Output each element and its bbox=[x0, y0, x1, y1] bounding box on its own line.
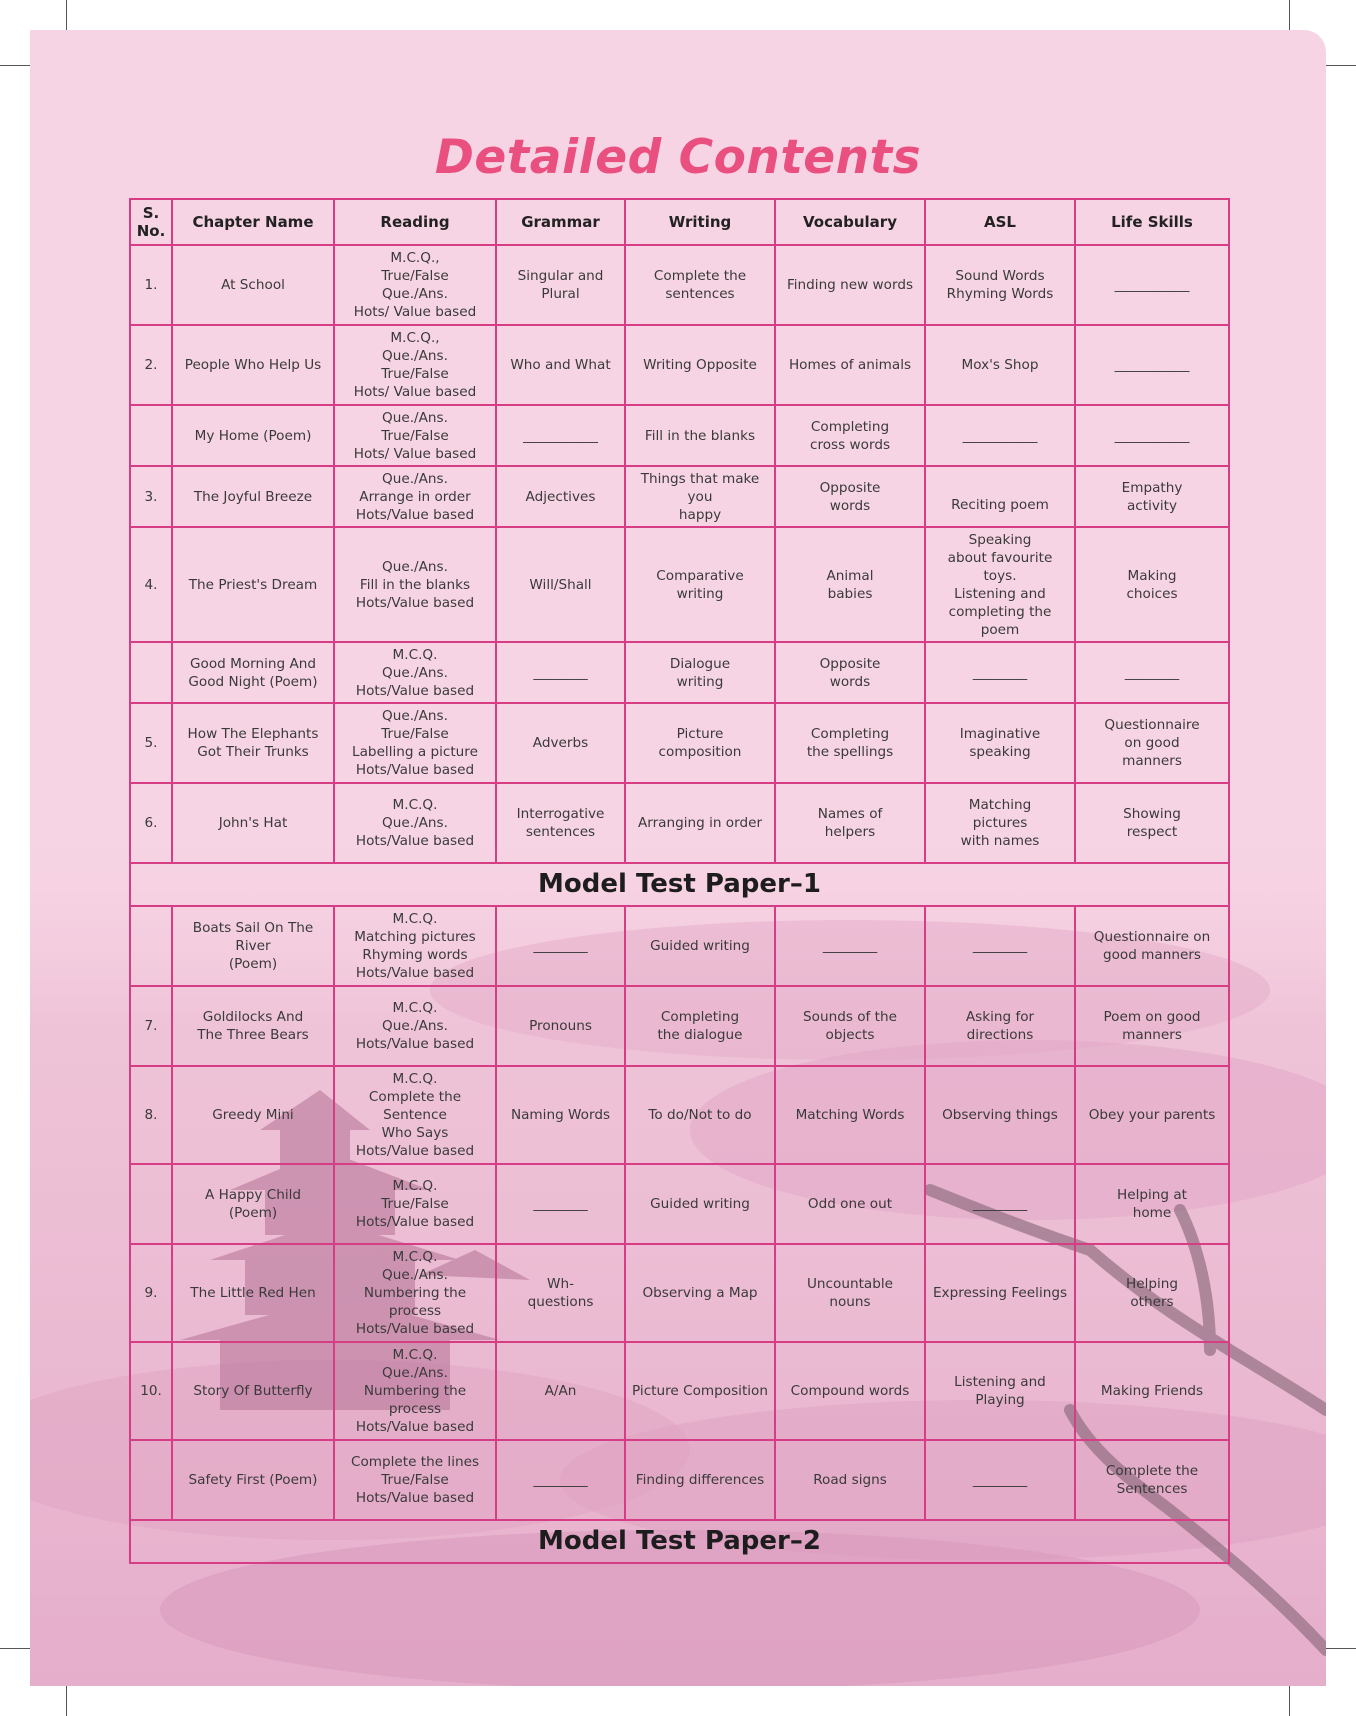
column-header-sno: S. No. bbox=[130, 199, 172, 245]
cell-writing: Observing a Map bbox=[625, 1244, 775, 1342]
model-test-paper-1-heading: Model Test Paper–1 bbox=[130, 863, 1229, 906]
cell-grammar: Adverbs bbox=[496, 703, 625, 783]
cell-reading: M.C.Q. True/False Hots/Value based bbox=[334, 1164, 496, 1244]
cell-vocabulary: Compound words bbox=[775, 1342, 925, 1440]
cell-writing: Fill in the blanks bbox=[625, 405, 775, 466]
section-heading-row bbox=[130, 863, 1229, 906]
cell-asl: Speaking about favourite toys. Listening and completing the poem bbox=[925, 527, 1075, 642]
column-header-vocabulary: Vocabulary bbox=[775, 199, 925, 245]
cell-writing: Writing Opposite bbox=[625, 325, 775, 405]
cell-asl: Imaginative speaking bbox=[925, 703, 1075, 783]
cell-vocabulary: Completing the spellings bbox=[775, 703, 925, 783]
cell-vocabulary: Uncountable nouns bbox=[775, 1244, 925, 1342]
cell-reading: Que./Ans. Fill in the blanks Hots/Value based bbox=[334, 527, 496, 642]
cell-life-skills: Questionnaire on good manners bbox=[1075, 703, 1229, 783]
cell-writing: Arranging in order bbox=[625, 783, 775, 863]
cell-reading: Que./Ans. Arrange in order Hots/Value based bbox=[334, 466, 496, 527]
cell-grammar: Singular and Plural bbox=[496, 245, 625, 325]
cell-grammar: Interrogative sentences bbox=[496, 783, 625, 863]
cell-writing: Completing the dialogue bbox=[625, 986, 775, 1066]
cell-reading: M.C.Q., True/False Que./Ans. Hots/ Value based bbox=[334, 245, 496, 325]
cell-chapter-name: How The Elephants Got Their Trunks bbox=[172, 703, 334, 783]
table-row bbox=[130, 1066, 1229, 1164]
cell-vocabulary: Completing cross words bbox=[775, 405, 925, 466]
cell-reading: M.C.Q. Que./Ans. Hots/Value based bbox=[334, 642, 496, 703]
cell-chapter-name: Greedy Mini bbox=[172, 1066, 334, 1164]
cell-chapter-name: My Home (Poem) bbox=[172, 405, 334, 466]
cell-chapter-name: John's Hat bbox=[172, 783, 334, 863]
cell-writing: Dialogue writing bbox=[625, 642, 775, 703]
cell-chapter-name: People Who Help Us bbox=[172, 325, 334, 405]
cell-chapter-name: Good Morning And Good Night (Poem) bbox=[172, 642, 334, 703]
cell-vocabulary: Animal babies bbox=[775, 527, 925, 642]
cell-life-skills: Obey your parents bbox=[1075, 1066, 1229, 1164]
table-row bbox=[130, 1244, 1229, 1342]
table-row bbox=[130, 405, 1229, 466]
cell-reading: Que./Ans. True/False Hots/ Value based bbox=[334, 405, 496, 466]
cell-writing: Things that make you happy bbox=[625, 466, 775, 527]
column-header-life-skills: Life Skills bbox=[1075, 199, 1229, 245]
table-row bbox=[130, 527, 1229, 642]
cell-sno: 10. bbox=[130, 1342, 172, 1440]
cell-life-skills: Helping others bbox=[1075, 1244, 1229, 1342]
cell-writing: To do/Not to do bbox=[625, 1066, 775, 1164]
cell-asl: Expressing Feelings bbox=[925, 1244, 1075, 1342]
cell-asl: Reciting poem bbox=[925, 466, 1075, 527]
cell-asl: Observing things bbox=[925, 1066, 1075, 1164]
cell-grammar: Naming Words bbox=[496, 1066, 625, 1164]
cell-sno: 3. bbox=[130, 466, 172, 527]
cell-life-skills: ___________ bbox=[1075, 245, 1229, 325]
table-row bbox=[130, 466, 1229, 527]
cell-life-skills: Showing respect bbox=[1075, 783, 1229, 863]
cell-vocabulary: Matching Words bbox=[775, 1066, 925, 1164]
table-row bbox=[130, 245, 1229, 325]
cell-vocabulary: Homes of animals bbox=[775, 325, 925, 405]
cell-chapter-name: Goldilocks And The Three Bears bbox=[172, 986, 334, 1066]
table-row bbox=[130, 986, 1229, 1066]
column-header-reading: Reading bbox=[334, 199, 496, 245]
cell-vocabulary: Opposite words bbox=[775, 642, 925, 703]
cell-writing: Guided writing bbox=[625, 1164, 775, 1244]
cell-sno bbox=[130, 906, 172, 986]
cell-asl: Asking for directions bbox=[925, 986, 1075, 1066]
cell-reading: Complete the lines True/False Hots/Value based bbox=[334, 1440, 496, 1520]
table-header-row bbox=[130, 199, 1229, 245]
cell-asl: ________ bbox=[925, 906, 1075, 986]
cell-asl: ________ bbox=[925, 642, 1075, 703]
table-row bbox=[130, 783, 1229, 863]
cell-grammar: Who and What bbox=[496, 325, 625, 405]
cell-chapter-name: Story Of Butterfly bbox=[172, 1342, 334, 1440]
cell-vocabulary: ________ bbox=[775, 906, 925, 986]
cell-grammar: ___________ bbox=[496, 405, 625, 466]
cell-life-skills: Questionnaire on good manners bbox=[1075, 906, 1229, 986]
cell-asl: Sound Words Rhyming Words bbox=[925, 245, 1075, 325]
cell-grammar: ________ bbox=[496, 906, 625, 986]
cell-sno bbox=[130, 1440, 172, 1520]
cell-writing: Picture composition bbox=[625, 703, 775, 783]
table-row bbox=[130, 1342, 1229, 1440]
crop-mark bbox=[1324, 65, 1356, 66]
table-row bbox=[130, 1440, 1229, 1520]
cell-vocabulary: Sounds of the objects bbox=[775, 986, 925, 1066]
cell-sno: 6. bbox=[130, 783, 172, 863]
cell-grammar: ________ bbox=[496, 642, 625, 703]
cell-reading: M.C.Q. Complete the Sentence Who Says Hots/Value based bbox=[334, 1066, 496, 1164]
cell-sno bbox=[130, 1164, 172, 1244]
contents-table bbox=[129, 198, 1230, 1564]
crop-mark bbox=[0, 1648, 32, 1649]
cell-vocabulary: Opposite words bbox=[775, 466, 925, 527]
cell-grammar: A/An bbox=[496, 1342, 625, 1440]
cell-life-skills: Poem on good manners bbox=[1075, 986, 1229, 1066]
cell-asl: ________ bbox=[925, 1164, 1075, 1244]
cell-grammar: Pronouns bbox=[496, 986, 625, 1066]
cell-life-skills: ___________ bbox=[1075, 325, 1229, 405]
cell-life-skills: Making Friends bbox=[1075, 1342, 1229, 1440]
crop-mark bbox=[66, 0, 67, 32]
crop-mark bbox=[1289, 1684, 1290, 1716]
cell-writing: Comparative writing bbox=[625, 527, 775, 642]
cell-writing: Picture Composition bbox=[625, 1342, 775, 1440]
cell-sno: 8. bbox=[130, 1066, 172, 1164]
cell-grammar: ________ bbox=[496, 1440, 625, 1520]
column-header-chapter-name: Chapter Name bbox=[172, 199, 334, 245]
cell-sno: 4. bbox=[130, 527, 172, 642]
cell-writing: Finding differences bbox=[625, 1440, 775, 1520]
cell-sno bbox=[130, 642, 172, 703]
cell-reading: M.C.Q. Que./Ans. Hots/Value based bbox=[334, 783, 496, 863]
cell-asl: Matching pictures with names bbox=[925, 783, 1075, 863]
cell-vocabulary: Finding new words bbox=[775, 245, 925, 325]
cell-asl: Listening and Playing bbox=[925, 1342, 1075, 1440]
cell-life-skills: Making choices bbox=[1075, 527, 1229, 642]
cell-vocabulary: Odd one out bbox=[775, 1164, 925, 1244]
table-row bbox=[130, 906, 1229, 986]
cell-chapter-name: The Priest's Dream bbox=[172, 527, 334, 642]
crop-mark bbox=[1289, 0, 1290, 32]
cell-writing: Guided writing bbox=[625, 906, 775, 986]
cell-chapter-name: A Happy Child (Poem) bbox=[172, 1164, 334, 1244]
cell-grammar: Wh- questions bbox=[496, 1244, 625, 1342]
cell-asl: Mox's Shop bbox=[925, 325, 1075, 405]
cell-reading: M.C.Q. Que./Ans. Numbering the process Hots/Value based bbox=[334, 1244, 496, 1342]
cell-asl: ________ bbox=[925, 1440, 1075, 1520]
cell-chapter-name: At School bbox=[172, 245, 334, 325]
model-test-paper-2-heading: Model Test Paper–2 bbox=[130, 1520, 1229, 1563]
cell-chapter-name: The Little Red Hen bbox=[172, 1244, 334, 1342]
cell-sno: 1. bbox=[130, 245, 172, 325]
cell-sno: 5. bbox=[130, 703, 172, 783]
cell-life-skills: Helping at home bbox=[1075, 1164, 1229, 1244]
cell-sno bbox=[130, 405, 172, 466]
cell-reading: M.C.Q. Matching pictures Rhyming words Hots/Value based bbox=[334, 906, 496, 986]
column-header-grammar: Grammar bbox=[496, 199, 625, 245]
column-header-writing: Writing bbox=[625, 199, 775, 245]
cell-sno: 7. bbox=[130, 986, 172, 1066]
section-heading-row bbox=[130, 1520, 1229, 1563]
table-row bbox=[130, 703, 1229, 783]
cell-grammar: ________ bbox=[496, 1164, 625, 1244]
cell-sno: 2. bbox=[130, 325, 172, 405]
crop-mark bbox=[66, 1684, 67, 1716]
table-row bbox=[130, 642, 1229, 703]
cell-life-skills: Empathy activity bbox=[1075, 466, 1229, 527]
cell-life-skills: ________ bbox=[1075, 642, 1229, 703]
cell-chapter-name: Safety First (Poem) bbox=[172, 1440, 334, 1520]
column-header-asl: ASL bbox=[925, 199, 1075, 245]
cell-grammar: Will/Shall bbox=[496, 527, 625, 642]
cell-chapter-name: Boats Sail On The River (Poem) bbox=[172, 906, 334, 986]
cell-grammar: Adjectives bbox=[496, 466, 625, 527]
cell-sno: 9. bbox=[130, 1244, 172, 1342]
crop-mark bbox=[1324, 1648, 1356, 1649]
cell-vocabulary: Names of helpers bbox=[775, 783, 925, 863]
cell-chapter-name: The Joyful Breeze bbox=[172, 466, 334, 527]
page-title: Detailed Contents bbox=[434, 130, 922, 185]
crop-mark bbox=[0, 65, 32, 66]
cell-life-skills: Complete the Sentences bbox=[1075, 1440, 1229, 1520]
page bbox=[30, 30, 1326, 1686]
cell-reading: M.C.Q. Que./Ans. Numbering the process Hots/Value based bbox=[334, 1342, 496, 1440]
table-row bbox=[130, 1164, 1229, 1244]
cell-reading: M.C.Q. Que./Ans. Hots/Value based bbox=[334, 986, 496, 1066]
cell-reading: Que./Ans. True/False Labelling a picture Hots/Value based bbox=[334, 703, 496, 783]
cell-asl: ___________ bbox=[925, 405, 1075, 466]
cell-life-skills: ___________ bbox=[1075, 405, 1229, 466]
cell-reading: M.C.Q., Que./Ans. True/False Hots/ Value based bbox=[334, 325, 496, 405]
cell-vocabulary: Road signs bbox=[775, 1440, 925, 1520]
table-row bbox=[130, 325, 1229, 405]
cell-writing: Complete the sentences bbox=[625, 245, 775, 325]
